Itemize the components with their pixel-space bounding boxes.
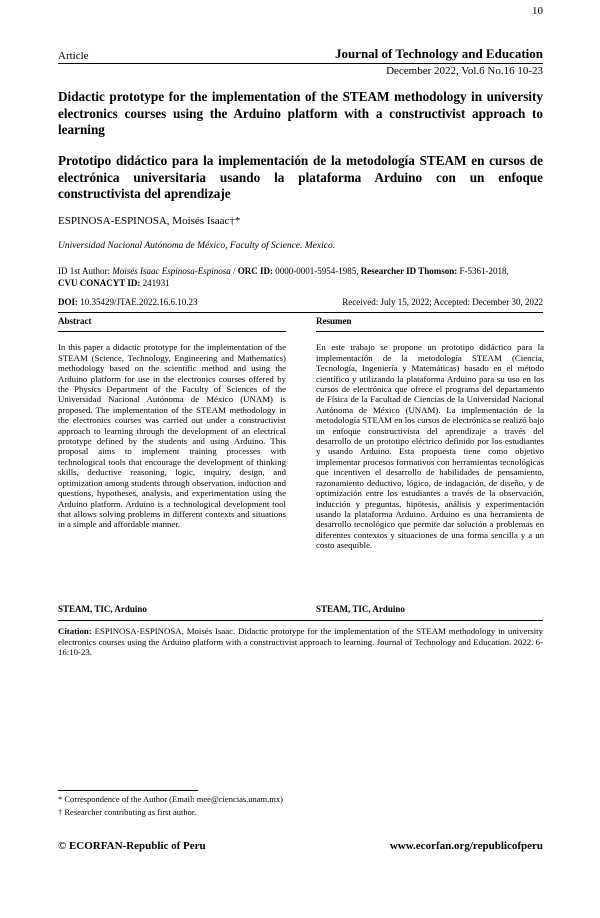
orc-id: 0000-0001-5954-1985,	[275, 266, 359, 276]
abstract-column	[58, 316, 286, 530]
citation	[58, 626, 543, 658]
doi	[58, 297, 198, 307]
section-label: Article	[58, 50, 89, 62]
header-rule	[58, 63, 543, 64]
resumen-rule	[316, 331, 544, 332]
received-dates: Received: July 15, 2022; Accepted: December 30, 2022	[342, 297, 543, 307]
footer-url[interactable]: www.ecorfan.org/republicofperu	[389, 840, 543, 852]
citation-text: ESPINOSA-ESPINOSA, Moisés Isaac. Didactic prototype for the implementation of the STEAM methodology in university electronics courses using the Arduino platform with a constructivist approach to learning. Journal of Technology and Education. 2022. 6-16:10-23.	[58, 626, 544, 658]
journal-name: Journal of Technology and Education	[334, 46, 543, 61]
citation-label: Citation:	[58, 626, 92, 636]
resumen-column	[316, 316, 544, 551]
first-author-name: Moisés Isaac Espinosa-Espinosa	[112, 266, 231, 276]
abstract-rule	[58, 331, 286, 332]
title-spanish: Prototipo didáctico para la implementación de la metodología STEAM en cursos de electrónica universitaria usando la plataforma Arduino con un enfoque constructivista del aprendizaje	[58, 153, 543, 201]
footnote-correspondence: * Correspondence of the Author (Email: mee@ciencias.unam.mx)	[58, 794, 283, 804]
resumen-text: En este trabajo se propone un prototipo didáctico para la implementación de la metodología STEAM (Ciencia, Tecnología, Ingeniería y Matemáticas) basado en el método científico y utilizando la plataforma Arduino para su uso en los cursos de electrónica que ofrece el programa del departamento de Física de la Facultad de Ciencias de la Universidad Nacional Autónoma de México (UNAM). La implementación de la metodología STEAM en los cursos de electrónica se realizó bajo un enfoque constructivista del aprendizaje a través del desarrollo de un prototipo eléctrico definido por los estudiantes y usando Arduino. Esta propuesta tiene como objetivo implementar procesos formativos con herramientas tecnológicas que incentiven el desarrollo de habilidades de pensamiento, razonamiento deductivo, lógico, de indagación, de diseño, y de optimización entre los estudiantes a través de la observación, inducción y preguntas, hipótesis, análisis y experimentación usando la plataforma Arduino. Arduino es una herramienta de desarrollo tecnológico que permite dar solución a problemas en diferentes contextos y situaciones de una forma sencilla y a un costo asequible.	[316, 342, 544, 551]
doi-link[interactable]: 10.35429/JTAE.2022.16.6.10.23	[80, 297, 198, 307]
resumen-heading: Resumen	[316, 316, 352, 326]
orc-label: ORC ID:	[237, 266, 274, 276]
doi-label: DOI:	[58, 297, 78, 307]
footnote-rule	[58, 790, 198, 791]
abstract-keywords: STEAM, TIC, Arduino	[58, 604, 147, 614]
page-number: 10	[532, 5, 543, 17]
footnote-researcher: † Researcher contributing as first author.	[58, 807, 197, 817]
abstract-heading: Abstract	[58, 316, 92, 326]
author-ids: ID 1st Author: Moisés Isaac Espinosa-Espinosa / ORC ID: 0000-0001-5954-1985, Researcher ID Thomson: F-5361-2018, CVU CONACYT ID: 241931	[58, 266, 509, 288]
cvu-id: 241931	[142, 277, 170, 288]
affiliation: Universidad Nacional Autónoma de México, Faculty of Science. Mexico.	[58, 241, 336, 251]
authors: ESPINOSA-ESPINOSA, Moisés Isaac†*	[58, 215, 241, 227]
abstract-text: In this paper a didactic prototype for the implementation of the STEAM (Science, Technology, Engineering and Mathematics) methodology based on the scientific method and using the Arduino platform for use in the electronics courses offered by the Physics Department of the Faculty of Sciences of the Universidad Nacional Autónoma de México (UNAM) is proposed. The implementation of the STEAM methodology in the electronics courses was carried out under a constructivist approach to learning through the development of an electrical prototype defined by the students and using Arduino. This proposal aims to implement training processes with technological tools that encourage the development of thinking skills, deductive reasoning, logic, inquiry, design, and optimization among students through observation, induction and questions, hypotheses, analysis, and experimentation using the Arduino platform. Arduino is a technological development tool that allows solving problems in different contexts and situations in a simple and affordable manner.	[58, 342, 286, 530]
first-author-label: ID 1st Author:	[58, 266, 111, 276]
researcher-id: F-5361-2018,	[459, 266, 509, 276]
citation-rule	[58, 620, 543, 621]
title-english: Didactic prototype for the implementation of the STEAM methodology in university electronics courses using the Arduino platform with a constructivist approach to learning	[58, 89, 543, 137]
resumen-keywords: STEAM, TIC, Arduino	[316, 604, 405, 614]
section-rule	[58, 312, 543, 313]
issue-info: December 2022, Vol.6 No.16 10-23	[386, 65, 543, 77]
footer-publisher: © ECORFAN-Republic of Peru	[58, 840, 206, 852]
cvu-label: CVU CONACYT ID:	[58, 277, 141, 288]
researcher-label: Researcher ID Thomson:	[360, 266, 458, 276]
